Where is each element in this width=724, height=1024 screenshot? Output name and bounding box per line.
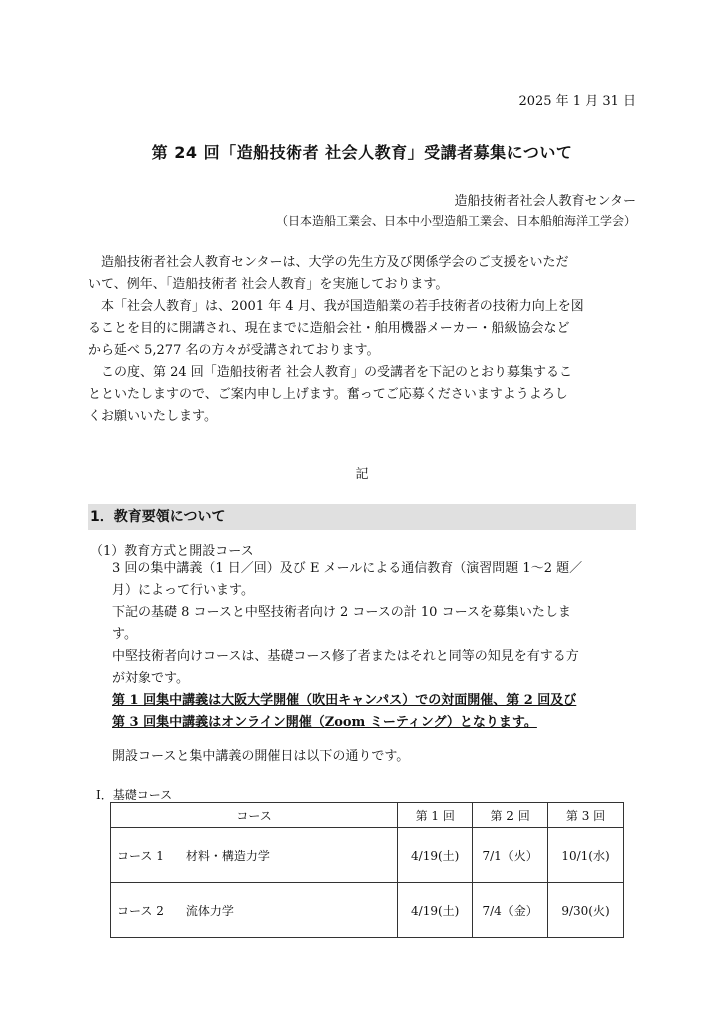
header-session-2: 第 2 回: [473, 803, 548, 828]
session-3-date: 9/30(火): [548, 883, 624, 938]
intro-line: とといたしますので、ご案内申し上げます。奮ってご応募くださいますようよろし: [88, 387, 568, 402]
session-2-date: 7/4（金）: [473, 883, 548, 938]
method-line: 下記の基礎 8 コースと中堅技術者向け 2 コースの計 10 コースを募集いたしま: [112, 605, 571, 620]
schedule-intro: 開設コースと集中講義の開催日は以下の通りです。: [112, 749, 410, 764]
header-course: コース: [111, 803, 398, 828]
table-row: [111, 883, 624, 938]
intro-line: 造船技術者社会人教育センターは、大学の先生方及び関係学会のご支援をいただ: [101, 255, 569, 270]
table-header-row: [111, 803, 624, 828]
course-code: コース 2: [117, 903, 164, 918]
course-cell: [111, 883, 398, 938]
header-session-3: 第 3 回: [548, 803, 624, 828]
intro-line: ることを目的に開講され、現在までに造船会社・舶用機器メーカー・船級協会など: [88, 321, 570, 336]
course-name: 流体力学: [185, 903, 234, 918]
intro-line: から延べ 5,277 名の方々が受講されております。: [88, 343, 380, 358]
organization-name: 造船技術者社会人教育センター: [454, 194, 636, 209]
course-schedule-table: [110, 802, 624, 938]
method-line: が対象です。: [112, 671, 189, 686]
venue-notice-line: 第 3 回集中講義はオンライン開催（Zoom ミーティング）となります。: [112, 715, 537, 730]
document-title: 第 24 回「造船技術者 社会人教育」受講者募集について: [151, 143, 573, 162]
method-paragraph: [112, 558, 632, 734]
session-3-date: 10/1(水): [548, 828, 624, 883]
session-1-date: 4/19(土): [398, 828, 473, 883]
session-1-date: 4/19(土): [398, 883, 473, 938]
intro-line: この度、第 24 回「造船技術者 社会人教育」の受講者を下記のとおり募集するこ: [101, 365, 572, 380]
organization-members: （日本造船工業会、日本中小型造船工業会、日本船舶海洋工学会）: [275, 214, 636, 228]
document-date: 2025 年 1 月 31 日: [518, 94, 636, 109]
course-name: 材料・構造力学: [185, 848, 270, 863]
course-cell: [111, 828, 398, 883]
ki-marker: 記: [355, 467, 369, 482]
intro-line: 本「社会人教育」は、2001 年 4 月、我が国造船業の若手技術者の技術力向上を図: [101, 299, 584, 314]
session-2-date: 7/1（火）: [473, 828, 548, 883]
table-row: [111, 828, 624, 883]
intro-line: くお願いいたします。: [88, 409, 217, 424]
intro-line: いて、例年、「造船技術者 社会人教育」を実施しております。: [88, 277, 449, 292]
method-line: 中堅技術者向けコースは、基礎コース修了者またはそれと同等の知見を有する方: [112, 649, 579, 664]
basic-course-label: Ⅰ．基礎コース: [96, 788, 173, 802]
sub-heading-method: （1）教育方式と開設コース: [90, 544, 254, 559]
method-line: 月）によって行います。: [112, 583, 254, 598]
method-line: 3 回の集中講義（1 日／回）及び E メールによる通信教育（演習問題 1～2 題／: [112, 561, 583, 576]
intro-paragraph: [88, 252, 636, 428]
section-heading-education: 1．教育要領について: [88, 504, 636, 530]
venue-notice-line: 第 1 回集中講義は大阪大学開催（吹田キャンパス）での対面開催、第 2 回及び: [112, 693, 577, 708]
method-line: す。: [112, 627, 137, 642]
header-session-1: 第 1 回: [398, 803, 473, 828]
course-code: コース 1: [117, 848, 164, 863]
